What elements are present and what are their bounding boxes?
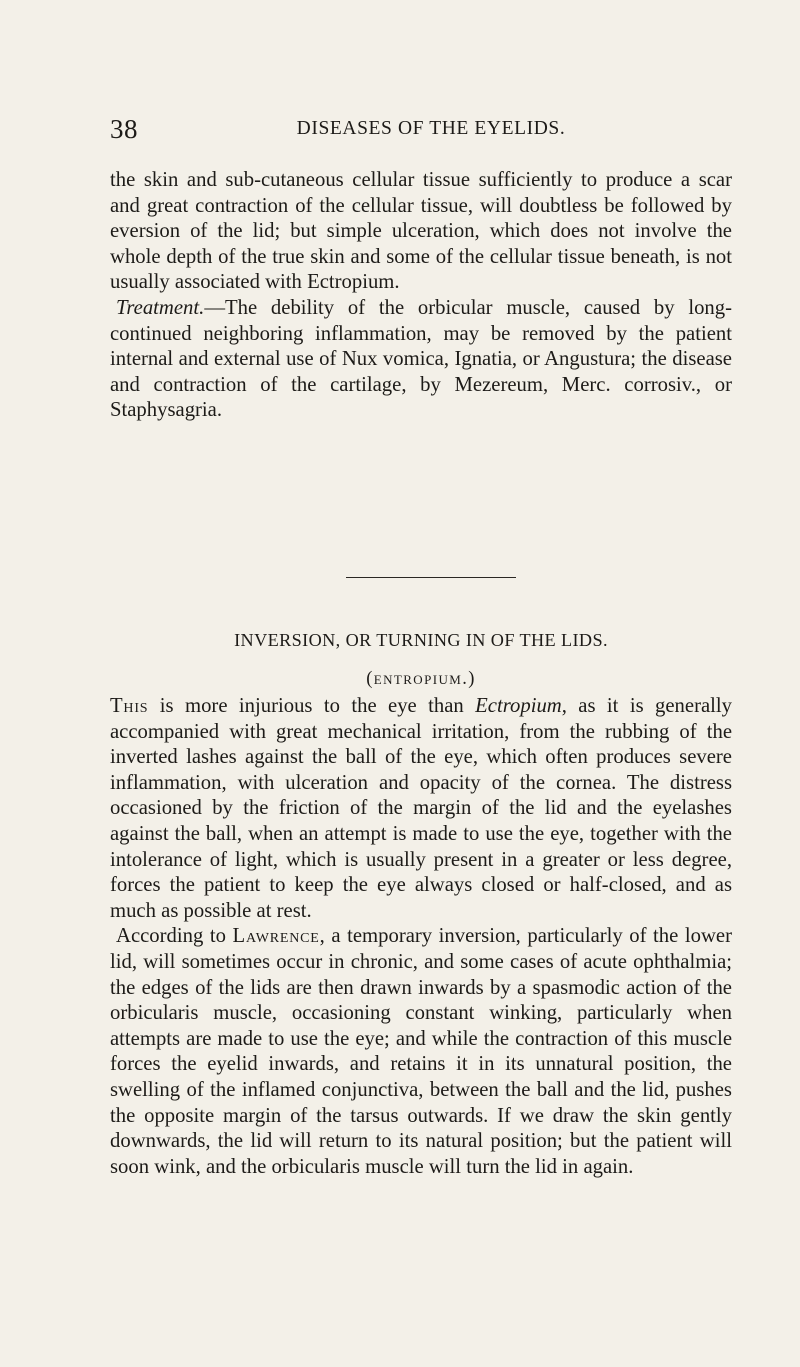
paragraph-continuation: the skin and sub-cutaneous cellular tissue sufficiently to produce a scar and great contraction of the cellular tissue, will doubtless be followed by eversion of the lid; but simple ulceration, which does not involve the whole depth of the true skin and some of the cellular tissue beneath, is not usually associated with Ectropium. (110, 169, 732, 294)
running-head (110, 114, 730, 144)
lawrence-text-2: , a temporary inversion, particularly of the lower lid, will sometimes occur in chronic, and some cases of acute ophthalmia; the edges of the lids are then drawn inwards by a spasmodic action of the orbicularis muscle, occasioning constant winking, particularly when attempts are made to use the eye; and while the contraction of this muscle forces the eyelid inwards, and retains it in its unnatural position, the swelling of the inflamed conjunctiva, between the ball and the lid, pushes the opposite margin of the tarsus outwards. If we draw the skin gently downwards, the lid will return to its natural position; but the patient will soon wink, and the orbicularis muscle will turn the lid in again. (110, 925, 732, 1178)
treatment-label: Treatment. (116, 296, 205, 319)
running-title: DISEASES OF THE EYELIDS. (296, 118, 566, 139)
treatment-text: —The debility of the orbicular muscle, caused by long-continued neighboring inflammation, may be removed by the patient internal and external use of Nux vomica, Ignatia, or Angustura; the disease and contraction of the cartilage, by Mezereum, Merc. corrosiv., or Staphysagria. (110, 296, 732, 422)
lead-word: This (110, 695, 149, 717)
lawrence-text-1: According to (116, 925, 233, 948)
entropium-paragraph (110, 694, 732, 924)
page-number: 38 (110, 114, 138, 144)
author-name: Lawrence (232, 925, 320, 948)
lawrence-paragraph (110, 924, 732, 1180)
section-title: INVERSION, OR TURNING IN OF THE LIDS. (234, 630, 608, 650)
text-block-lower (110, 694, 732, 1180)
italic-term: Ectropium (475, 695, 562, 717)
treatment-paragraph (110, 296, 732, 424)
entropium-text-1: is more injurious to the eye than (148, 695, 476, 717)
text-block-upper (110, 168, 732, 424)
section-subtitle: (entropium.) (366, 669, 476, 689)
section-divider (346, 577, 516, 578)
entropium-text-2: , as it is generally accompanied with great mechanical irritation, from the rubbing of the inverted lashes against the ball of the eye, which often produces severe inflammation, with ulceration and opacity of the cornea. The distress occasioned by the friction of the margin of the lid and the eyelashes against the ball, when an attempt is made to use the eye, together with the intolerance of light, which is usually present in a greater or less degree, forces the patient to keep the eye always closed or half-closed, and as much as possible at rest. (110, 695, 732, 922)
